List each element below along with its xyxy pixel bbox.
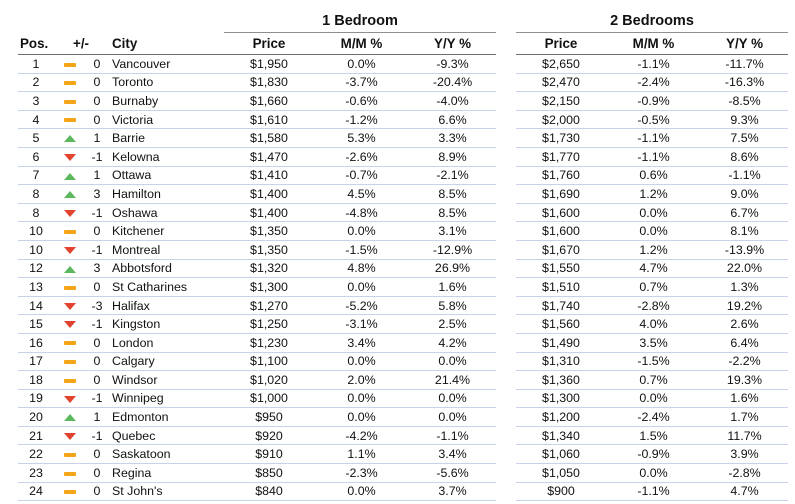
row-position: 4: [18, 110, 54, 129]
row-price-2br: $1,050: [516, 464, 606, 483]
row-price-1br: $1,000: [224, 389, 314, 408]
row-mm-2br: -2.8%: [606, 296, 701, 315]
row-yy-1br: 3.7%: [409, 482, 496, 501]
row-rank-change: 1: [86, 166, 108, 185]
row-yy-2br: 8.6%: [701, 147, 788, 166]
row-mm-1br: -3.7%: [314, 73, 409, 92]
row-city: Toronto: [108, 73, 224, 92]
row-yy-1br: 21.4%: [409, 371, 496, 390]
arrow-down-icon: [64, 433, 76, 440]
row-price-1br: $1,250: [224, 315, 314, 334]
row-price-1br: $1,410: [224, 166, 314, 185]
row-price-2br: $1,770: [516, 147, 606, 166]
row-rank-change: 0: [86, 92, 108, 111]
row-rank-change: 0: [86, 445, 108, 464]
row-yy-1br: -1.1%: [409, 426, 496, 445]
row-rank-change: -1: [86, 315, 108, 334]
row-mm-1br: 2.0%: [314, 371, 409, 390]
column-header-row: [18, 33, 788, 55]
row-rank-change: 0: [86, 371, 108, 390]
dash-icon: [64, 341, 76, 345]
row-yy-2br: -11.7%: [701, 55, 788, 74]
arrow-up-icon: [64, 173, 76, 180]
table-row: [18, 147, 788, 166]
row-yy-2br: 9.0%: [701, 185, 788, 204]
row-city: Burnaby: [108, 92, 224, 111]
row-position: 24: [18, 482, 54, 501]
row-price-2br: $1,690: [516, 185, 606, 204]
row-yy-2br: 6.7%: [701, 203, 788, 222]
row-yy-1br: 8.5%: [409, 203, 496, 222]
table-row: [18, 92, 788, 111]
table-row: [18, 426, 788, 445]
row-yy-1br: 3.1%: [409, 222, 496, 241]
row-yy-1br: 3.3%: [409, 129, 496, 148]
row-city: Calgary: [108, 352, 224, 371]
row-position: 17: [18, 352, 54, 371]
row-price-1br: $1,020: [224, 371, 314, 390]
row-position: 18: [18, 371, 54, 390]
row-price-2br: $1,340: [516, 426, 606, 445]
dash-icon: [64, 472, 76, 476]
row-price-1br: $840: [224, 482, 314, 501]
arrow-down-icon: [64, 247, 76, 254]
row-position: 16: [18, 333, 54, 352]
row-mm-1br: 4.8%: [314, 259, 409, 278]
row-yy-1br: 6.6%: [409, 110, 496, 129]
row-mm-2br: -1.1%: [606, 55, 701, 74]
row-yy-2br: 3.9%: [701, 445, 788, 464]
row-rank-change: 0: [86, 55, 108, 74]
row-mm-1br: 0.0%: [314, 222, 409, 241]
row-city: Quebec: [108, 426, 224, 445]
table-row: [18, 73, 788, 92]
row-city: St John's: [108, 482, 224, 501]
row-yy-2br: 1.7%: [701, 408, 788, 427]
row-price-2br: $1,200: [516, 408, 606, 427]
row-price-2br: $1,740: [516, 296, 606, 315]
col-mm-2br: M/M %: [606, 33, 701, 55]
row-mm-2br: -1.5%: [606, 352, 701, 371]
col-yy-2br: Y/Y %: [701, 33, 788, 55]
row-mm-1br: 0.0%: [314, 352, 409, 371]
row-price-1br: $950: [224, 408, 314, 427]
row-position: 10: [18, 240, 54, 259]
table-row: [18, 55, 788, 74]
row-position: 7: [18, 166, 54, 185]
row-position: 10: [18, 222, 54, 241]
table-row: [18, 464, 788, 483]
row-mm-1br: -0.6%: [314, 92, 409, 111]
row-city: London: [108, 333, 224, 352]
row-position: 20: [18, 408, 54, 427]
row-position: 13: [18, 278, 54, 297]
arrow-up-icon: [64, 135, 76, 142]
row-price-2br: $1,730: [516, 129, 606, 148]
row-city: Saskatoon: [108, 445, 224, 464]
row-rank-change: -1: [86, 389, 108, 408]
row-yy-1br: -9.3%: [409, 55, 496, 74]
dash-icon: [64, 63, 76, 67]
row-rank-change: 3: [86, 259, 108, 278]
row-mm-1br: -4.8%: [314, 203, 409, 222]
row-rank-change: 0: [86, 333, 108, 352]
row-city: Kitchener: [108, 222, 224, 241]
table-row: [18, 408, 788, 427]
row-city: Victoria: [108, 110, 224, 129]
row-city: Halifax: [108, 296, 224, 315]
row-price-2br: $1,310: [516, 352, 606, 371]
row-price-1br: $1,580: [224, 129, 314, 148]
col-mm-1br: M/M %: [314, 33, 409, 55]
row-city: Vancouver: [108, 55, 224, 74]
row-city: Kelowna: [108, 147, 224, 166]
row-rank-change: -1: [86, 240, 108, 259]
arrow-down-icon: [64, 303, 76, 310]
row-yy-1br: -12.9%: [409, 240, 496, 259]
col-change: +/-: [54, 33, 108, 55]
row-position: 23: [18, 464, 54, 483]
row-price-1br: $1,830: [224, 73, 314, 92]
row-mm-1br: -2.3%: [314, 464, 409, 483]
row-mm-2br: 4.0%: [606, 315, 701, 334]
row-price-1br: $1,300: [224, 278, 314, 297]
table-row: [18, 315, 788, 334]
row-city: Kingston: [108, 315, 224, 334]
table-row: [18, 203, 788, 222]
arrow-down-icon: [64, 154, 76, 161]
table-row: [18, 445, 788, 464]
row-yy-2br: -2.8%: [701, 464, 788, 483]
row-yy-2br: -8.5%: [701, 92, 788, 111]
row-price-1br: $1,610: [224, 110, 314, 129]
row-price-1br: $1,320: [224, 259, 314, 278]
row-city: Edmonton: [108, 408, 224, 427]
arrow-down-icon: [64, 210, 76, 217]
dash-icon: [64, 360, 76, 364]
row-mm-2br: 0.0%: [606, 464, 701, 483]
row-price-1br: $910: [224, 445, 314, 464]
row-position: 3: [18, 92, 54, 111]
row-yy-2br: 8.1%: [701, 222, 788, 241]
row-yy-1br: 0.0%: [409, 352, 496, 371]
arrow-up-icon: [64, 414, 76, 421]
row-price-1br: $920: [224, 426, 314, 445]
group-two-bedrooms: 2 Bedrooms: [516, 10, 788, 33]
row-price-2br: $1,550: [516, 259, 606, 278]
row-mm-1br: -0.7%: [314, 166, 409, 185]
col-price-2br: Price: [516, 33, 606, 55]
row-rank-change: -1: [86, 426, 108, 445]
row-rank-change: 0: [86, 352, 108, 371]
row-mm-2br: 0.0%: [606, 389, 701, 408]
row-mm-2br: -0.5%: [606, 110, 701, 129]
row-position: 8: [18, 203, 54, 222]
row-rank-change: 3: [86, 185, 108, 204]
dash-icon: [64, 100, 76, 104]
row-price-2br: $1,360: [516, 371, 606, 390]
row-yy-1br: 8.9%: [409, 147, 496, 166]
row-yy-2br: 6.4%: [701, 333, 788, 352]
row-mm-1br: 0.0%: [314, 55, 409, 74]
row-rank-change: -3: [86, 296, 108, 315]
row-city: Ottawa: [108, 166, 224, 185]
row-city: Abbotsford: [108, 259, 224, 278]
row-yy-2br: 9.3%: [701, 110, 788, 129]
dash-icon: [64, 286, 76, 290]
row-yy-2br: 19.3%: [701, 371, 788, 390]
row-yy-1br: -5.6%: [409, 464, 496, 483]
table-row: [18, 185, 788, 204]
row-mm-1br: 4.5%: [314, 185, 409, 204]
row-price-1br: $850: [224, 464, 314, 483]
row-price-2br: $1,300: [516, 389, 606, 408]
dash-icon: [64, 453, 76, 457]
row-mm-2br: -0.9%: [606, 445, 701, 464]
row-yy-2br: -1.1%: [701, 166, 788, 185]
dash-icon: [64, 81, 76, 85]
row-yy-1br: 4.2%: [409, 333, 496, 352]
table-row: [18, 110, 788, 129]
row-position: 22: [18, 445, 54, 464]
row-price-2br: $1,600: [516, 222, 606, 241]
row-yy-1br: 8.5%: [409, 185, 496, 204]
row-rank-change: -1: [86, 203, 108, 222]
arrow-up-icon: [64, 191, 76, 198]
row-yy-2br: 19.2%: [701, 296, 788, 315]
row-mm-2br: 0.7%: [606, 371, 701, 390]
row-city: Barrie: [108, 129, 224, 148]
table-body: [18, 55, 788, 501]
row-city: Montreal: [108, 240, 224, 259]
row-price-2br: $2,470: [516, 73, 606, 92]
row-mm-2br: -2.4%: [606, 408, 701, 427]
row-mm-1br: 3.4%: [314, 333, 409, 352]
row-price-1br: $1,400: [224, 185, 314, 204]
dash-icon: [64, 379, 76, 383]
table-row: [18, 371, 788, 390]
rent-ranking-table: [18, 10, 788, 501]
row-yy-2br: 4.7%: [701, 482, 788, 501]
row-price-1br: $1,350: [224, 240, 314, 259]
arrow-up-icon: [64, 266, 76, 273]
row-yy-2br: -13.9%: [701, 240, 788, 259]
table-row: [18, 352, 788, 371]
row-mm-1br: 1.1%: [314, 445, 409, 464]
row-mm-1br: -2.6%: [314, 147, 409, 166]
row-yy-2br: 11.7%: [701, 426, 788, 445]
row-position: 15: [18, 315, 54, 334]
table-row: [18, 259, 788, 278]
col-city: City: [108, 33, 224, 55]
row-price-1br: $1,230: [224, 333, 314, 352]
table-row: [18, 389, 788, 408]
row-rank-change: 0: [86, 110, 108, 129]
row-yy-1br: 0.0%: [409, 389, 496, 408]
row-price-1br: $1,350: [224, 222, 314, 241]
table-row: [18, 278, 788, 297]
row-mm-2br: -2.4%: [606, 73, 701, 92]
row-mm-1br: 0.0%: [314, 278, 409, 297]
row-mm-2br: 4.7%: [606, 259, 701, 278]
row-mm-2br: 0.0%: [606, 222, 701, 241]
row-price-1br: $1,470: [224, 147, 314, 166]
row-mm-1br: 0.0%: [314, 389, 409, 408]
row-mm-2br: -1.1%: [606, 129, 701, 148]
row-city: Windsor: [108, 371, 224, 390]
row-rank-change: 0: [86, 482, 108, 501]
arrow-down-icon: [64, 396, 76, 403]
row-price-2br: $900: [516, 482, 606, 501]
row-price-1br: $1,660: [224, 92, 314, 111]
row-mm-1br: 0.0%: [314, 408, 409, 427]
row-city: Hamilton: [108, 185, 224, 204]
row-yy-2br: 1.6%: [701, 389, 788, 408]
row-price-1br: $1,270: [224, 296, 314, 315]
row-city: St Catharines: [108, 278, 224, 297]
row-position: 14: [18, 296, 54, 315]
group-header-row: [18, 10, 788, 33]
row-yy-1br: -20.4%: [409, 73, 496, 92]
row-mm-2br: 0.6%: [606, 166, 701, 185]
row-yy-2br: -16.3%: [701, 73, 788, 92]
row-rank-change: 1: [86, 408, 108, 427]
row-mm-2br: 3.5%: [606, 333, 701, 352]
col-yy-1br: Y/Y %: [409, 33, 496, 55]
row-price-2br: $1,600: [516, 203, 606, 222]
row-price-2br: $2,650: [516, 55, 606, 74]
row-yy-2br: 22.0%: [701, 259, 788, 278]
group-one-bedroom: 1 Bedroom: [224, 10, 496, 33]
row-mm-1br: -3.1%: [314, 315, 409, 334]
row-mm-2br: 1.2%: [606, 185, 701, 204]
row-position: 8: [18, 185, 54, 204]
row-mm-2br: -1.1%: [606, 482, 701, 501]
row-price-2br: $1,510: [516, 278, 606, 297]
row-rank-change: 0: [86, 278, 108, 297]
row-position: 5: [18, 129, 54, 148]
row-rank-change: 1: [86, 129, 108, 148]
row-yy-1br: 1.6%: [409, 278, 496, 297]
row-price-2br: $1,560: [516, 315, 606, 334]
table-row: [18, 129, 788, 148]
table-row: [18, 482, 788, 501]
row-price-2br: $1,060: [516, 445, 606, 464]
row-yy-1br: 26.9%: [409, 259, 496, 278]
row-price-2br: $2,150: [516, 92, 606, 111]
row-price-1br: $1,100: [224, 352, 314, 371]
table-row: [18, 166, 788, 185]
row-mm-2br: 0.7%: [606, 278, 701, 297]
col-price-1br: Price: [224, 33, 314, 55]
row-mm-1br: -4.2%: [314, 426, 409, 445]
table-row: [18, 296, 788, 315]
row-mm-1br: -1.5%: [314, 240, 409, 259]
row-city: Winnipeg: [108, 389, 224, 408]
row-position: 19: [18, 389, 54, 408]
row-position: 12: [18, 259, 54, 278]
table-row: [18, 222, 788, 241]
table-row: [18, 333, 788, 352]
row-position: 21: [18, 426, 54, 445]
row-yy-1br: 2.5%: [409, 315, 496, 334]
row-rank-change: -1: [86, 147, 108, 166]
row-yy-2br: 1.3%: [701, 278, 788, 297]
dash-icon: [64, 230, 76, 234]
row-price-1br: $1,400: [224, 203, 314, 222]
row-position: 6: [18, 147, 54, 166]
row-yy-1br: -2.1%: [409, 166, 496, 185]
table-row: [18, 240, 788, 259]
row-yy-1br: 0.0%: [409, 408, 496, 427]
row-rank-change: 0: [86, 464, 108, 483]
row-mm-2br: 1.5%: [606, 426, 701, 445]
row-price-2br: $1,760: [516, 166, 606, 185]
row-mm-1br: 0.0%: [314, 482, 409, 501]
arrow-down-icon: [64, 321, 76, 328]
row-city: Regina: [108, 464, 224, 483]
row-yy-2br: 7.5%: [701, 129, 788, 148]
row-yy-1br: 5.8%: [409, 296, 496, 315]
row-price-2br: $1,670: [516, 240, 606, 259]
row-mm-2br: 0.0%: [606, 203, 701, 222]
row-mm-2br: -0.9%: [606, 92, 701, 111]
row-price-2br: $2,000: [516, 110, 606, 129]
row-yy-1br: -4.0%: [409, 92, 496, 111]
row-mm-2br: 1.2%: [606, 240, 701, 259]
row-mm-1br: 5.3%: [314, 129, 409, 148]
row-position: 2: [18, 73, 54, 92]
row-price-1br: $1,950: [224, 55, 314, 74]
dash-icon: [64, 118, 76, 122]
row-price-2br: $1,490: [516, 333, 606, 352]
row-yy-2br: -2.2%: [701, 352, 788, 371]
dash-icon: [64, 490, 76, 494]
row-yy-1br: 3.4%: [409, 445, 496, 464]
row-mm-1br: -5.2%: [314, 296, 409, 315]
row-mm-1br: -1.2%: [314, 110, 409, 129]
row-city: Oshawa: [108, 203, 224, 222]
row-rank-change: 0: [86, 222, 108, 241]
col-pos: Pos.: [18, 33, 54, 55]
row-position: 1: [18, 55, 54, 74]
row-yy-2br: 2.6%: [701, 315, 788, 334]
row-rank-change: 0: [86, 73, 108, 92]
row-mm-2br: -1.1%: [606, 147, 701, 166]
